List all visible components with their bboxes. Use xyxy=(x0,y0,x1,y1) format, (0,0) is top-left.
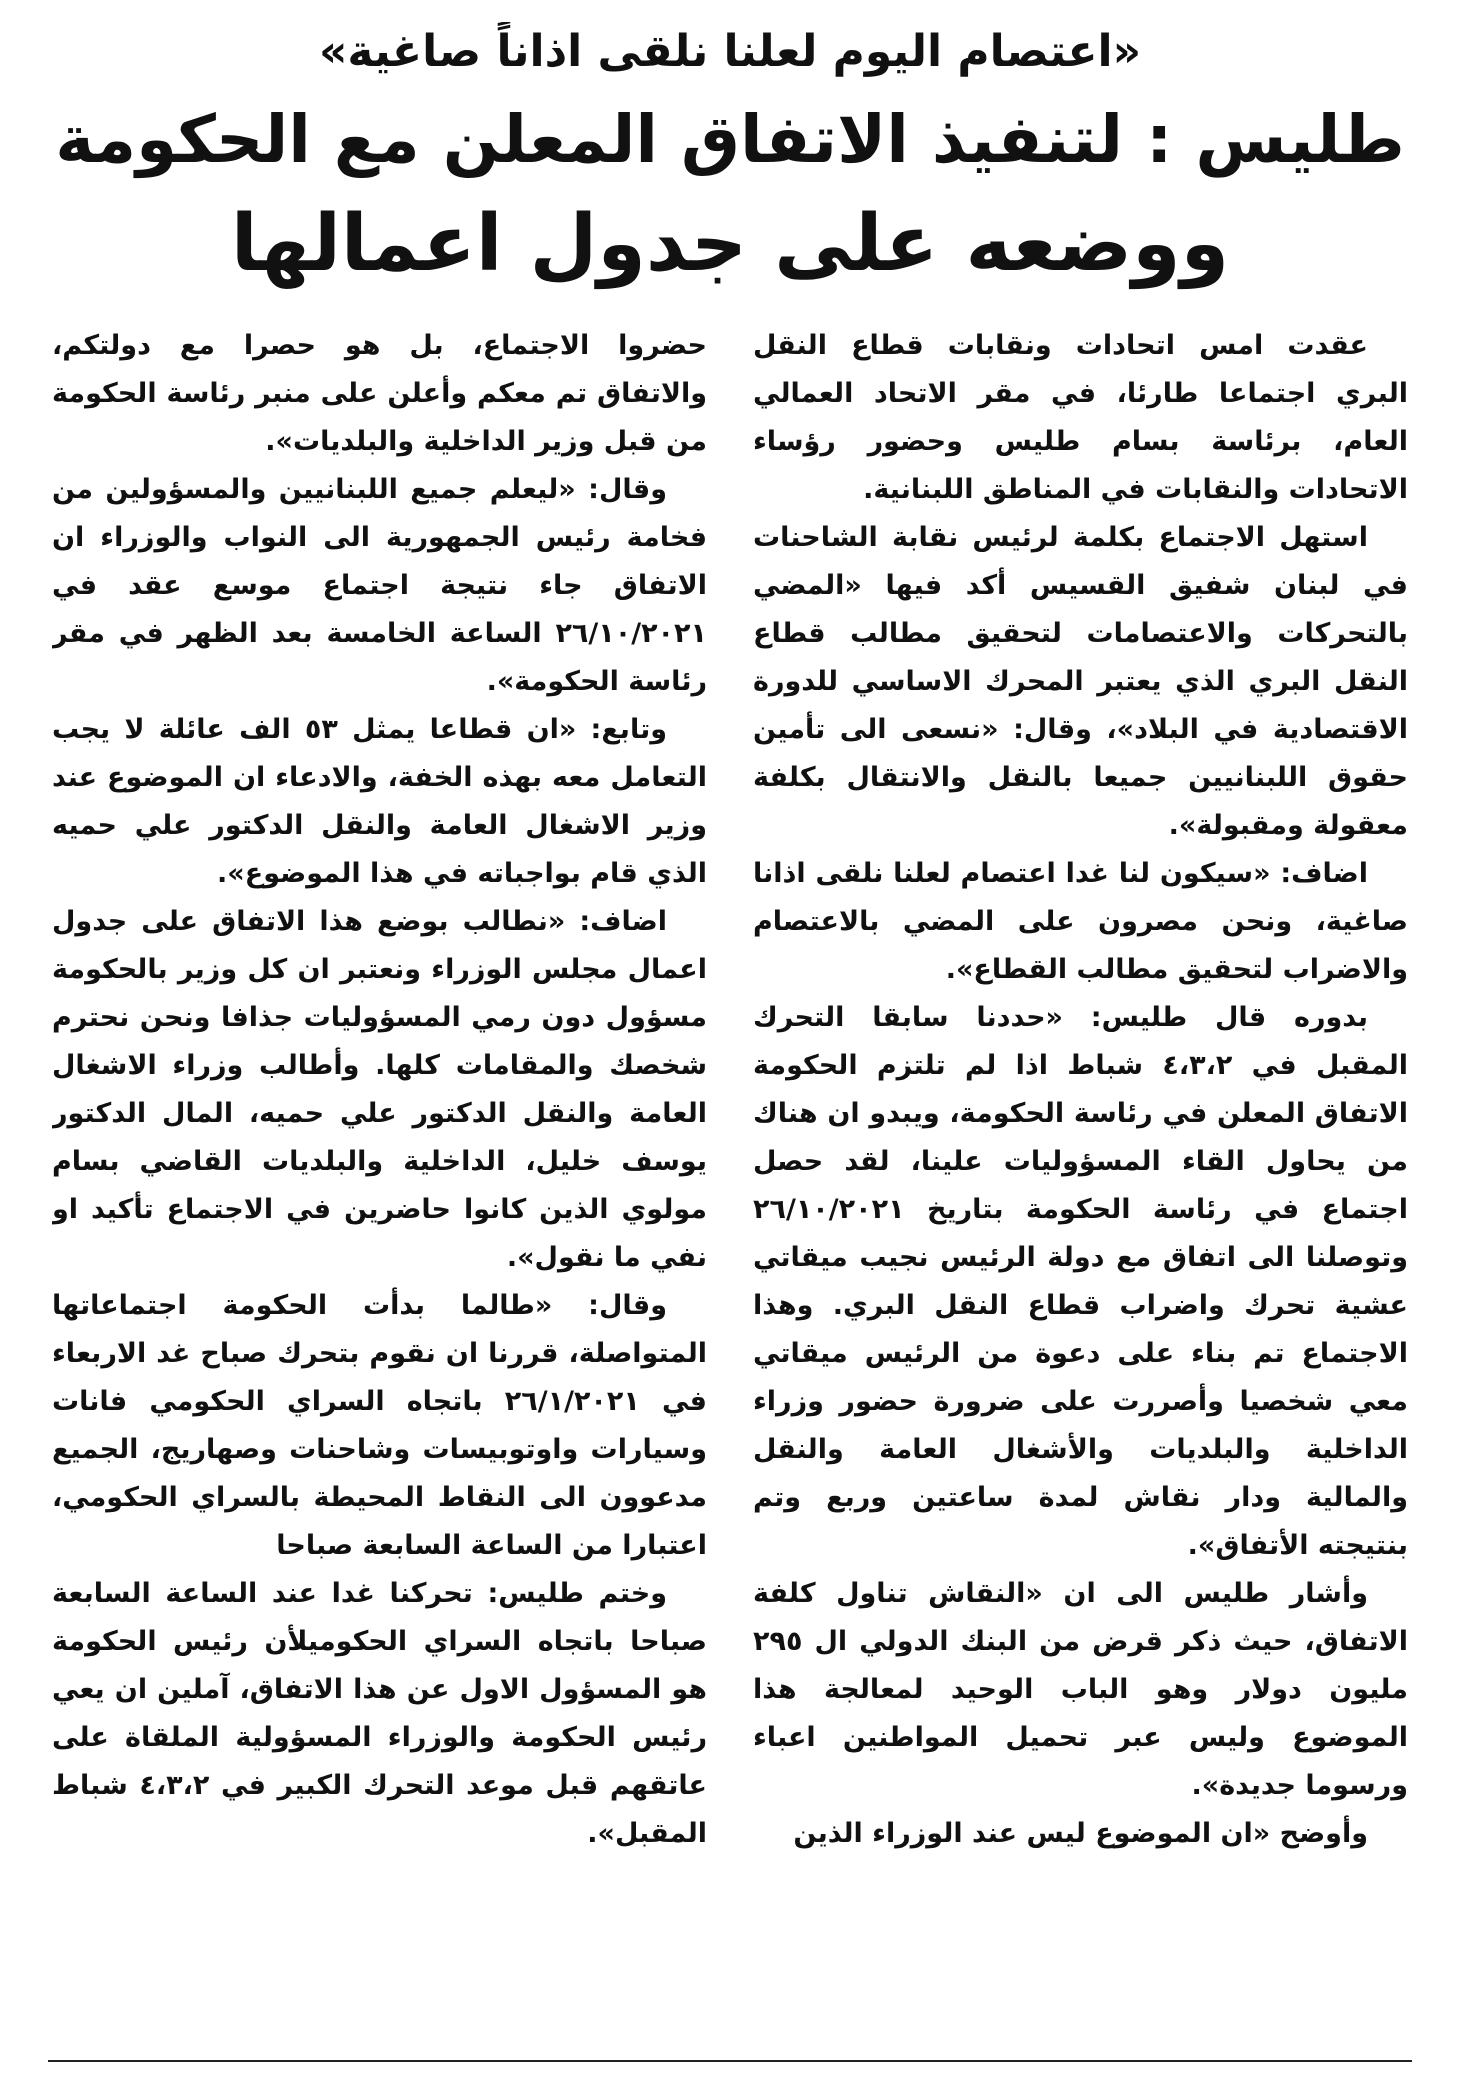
headline-line-1: طليس : لتنفيذ الاتفاق المعلن مع الحكومة xyxy=(55,101,1405,178)
paragraph: بدوره قال طليس: «حددنا سابقا التحرك المقبل في ٤،٣،٢ شباط اذا لم تلتزم الحكومة الاتفاق المعلن في رئاسة الحكومة، ويبدو ان هناك من يحاول القاء المسؤوليات علينا، لقد حصل اجتماع في رئاسة الحكومة بتاريخ ٢٦/١٠/٢٠٢١ وتوصلنا الى اتفاق مع دولة الرئيس نجيب ميقاتي عشية تحرك واضراب قطاع النقل البري. وهذا الاجتماع تم بناء على دعوة من الرئيس ميقاتي معي شخصيا وأصررت على ضرورة حضور وزراء الداخلية والبلديات والأشغال العامة والنقل والمالية ودار نقاش لمدة ساعتين وربع وتم بنتيجته الأتفاق». xyxy=(753,1002,1408,1561)
paragraph: عقدت امس اتحادات ونقابات قطاع النقل البري اجتماعا طارئا، في مقر الاتحاد العمالي العام، برئاسة بسام طليس وحضور رؤساء الاتحادات والنقابات في المناطق اللبنانية. xyxy=(753,330,1408,505)
paragraph: اضاف: «نطالب بوضع هذا الاتفاق على جدول اعمال مجلس الوزراء ونعتبر ان كل وزير بالحكومة مسؤول دون رمي المسؤوليات جذافا ونحن نحترم شخصك والمقامات كلها. وأطالب وزراء الاشغال العامة والنقل الدكتور علي حميه، المال الدكتور يوسف خليل، الداخلية والبلديات القاضي بسام مولوي الذين كانوا حاضرين في الاجتماع تأكيد او نفي ما نقول». xyxy=(52,906,707,1273)
bottom-rule xyxy=(48,2060,1412,2062)
paragraph: وأوضح «ان الموضوع ليس عند الوزراء الذين xyxy=(793,1818,1368,1849)
paragraph: وقال: «ليعلم جميع اللبنانيين والمسؤولين من فخامة رئيس الجمهورية الى النواب والوزراء ان الاتفاق جاء نتيجة اجتماع موسع عقد في ٢٦/١٠/٢٠٢١ الساعة الخامسة بعد الظهر في مقر رئاسة الحكومة». xyxy=(52,474,707,697)
headline-line-2: ووضعه على جدول اعمالها xyxy=(230,199,1230,289)
column-left xyxy=(52,322,707,2022)
article-body xyxy=(52,322,1408,2022)
kicker-quote: «اعتصام اليوم لعلنا نلقى اذاناً صاغية» xyxy=(318,26,1142,77)
paragraph: وقال: «طالما بدأت الحكومة اجتماعاتها المتواصلة، قررنا ان نقوم بتحرك صباح غد الاربعاء في ٢٦/١/٢٠٢١ باتجاه السراي الحكومي فانات وسيارات واوتوبيسات وشاحنات وصهاريج، الجميع مدعوون الى النقاط المحيطة بالسراي الحكومي، اعتبارا من الساعة السابعة صباحا xyxy=(52,1290,707,1561)
paragraph: استهل الاجتماع بكلمة لرئيس نقابة الشاحنات في لبنان شفيق القسيس أكد فيها «المضي بالتحركات والاعتصامات لتحقيق مطالب قطاع النقل البري الذي يعتبر المحرك الاساسي للدورة الاقتصادية في البلاد»، وقال: «نسعى الى تأمين حقوق اللبنانيين جميعا بالنقل والانتقال بكلفة معقولة ومقبولة». xyxy=(753,522,1408,841)
paragraph: وتابع: «ان قطاعا يمثل ٥٣ الف عائلة لا يجب التعامل معه بهذه الخفة، والادعاء ان الموضوع عند وزير الاشغال العامة والنقل الدكتور علي حميه الذي قام بواجباته في هذا الموضوع». xyxy=(52,714,707,889)
paragraph: اضاف: «سيكون لنا غدا اعتصام لعلنا نلقى اذانا صاغية، ونحن مصرون على المضي بالاعتصام والاضراب لتحقيق مطالب القطاع». xyxy=(753,858,1408,985)
column-right xyxy=(753,322,1408,2022)
paragraph: وختم طليس: تحركنا غدا عند الساعة السابعة صباحا باتجاه السراي الحكوميلأن رئيس الحكومة هو المسؤول الاول عن هذا الاتفاق، آملين ان يعي رئيس الحكومة والوزراء المسؤولية الملقاة على عاتقهم قبل موعد التحرك الكبير في ٤،٣،٢ شباط المقبل». xyxy=(52,1578,707,1849)
paragraph: حضروا الاجتماع، بل هو حصرا مع دولتكم، والاتفاق تم معكم وأعلن على منبر رئاسة الحكومة من قبل وزير الداخلية والبلديات». xyxy=(52,330,707,457)
paragraph: وأشار طليس الى ان «النقاش تناول كلفة الاتفاق، حيث ذكر قرض من البنك الدولي ال ٢٩٥ مليون دولار وهو الباب الوحيد لمعالجة هذا الموضوع وليس عبر تحميل المواطنين اعباء ورسوما جديدة». xyxy=(753,1578,1408,1801)
